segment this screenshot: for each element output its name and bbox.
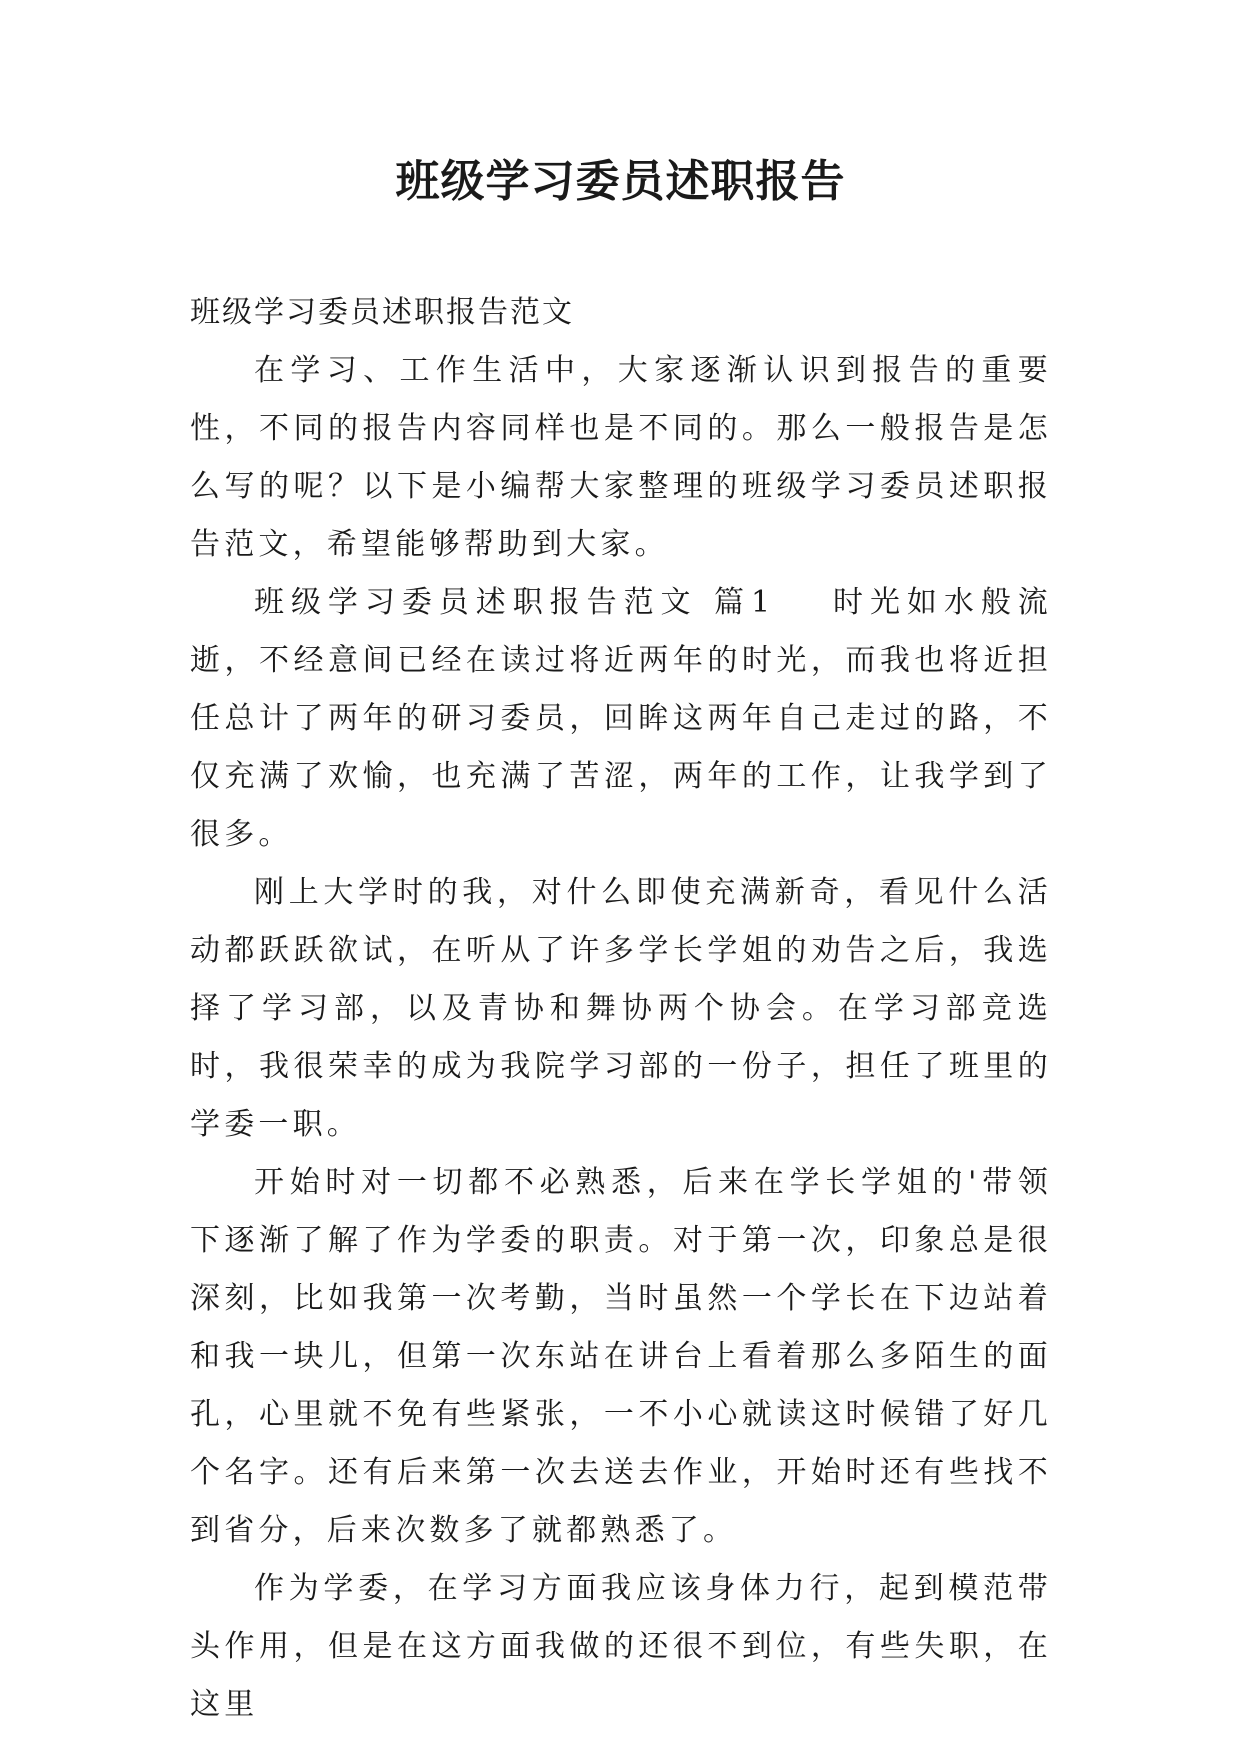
paragraph-4: 作为学委，在学习方面我应该身体力行，起到模范带头作用，但是在这方面我做的还很不到位，有些失职，在这里 — [190, 1571, 1052, 1722]
section1-paragraph — [190, 574, 1052, 864]
section1-heading: 班级学习委员述职报告范文 篇1 — [254, 585, 775, 620]
document-body — [190, 284, 1052, 1734]
document-subtitle: 班级学习委员述职报告范文 — [190, 295, 574, 330]
paragraph-3: 开始时对一切都不必熟悉，后来在学长学姐的'带领下逐渐了解了作为学委的职责。对于第一次，印象总是很深刻，比如我第一次考勤，当时虽然一个学长在下边站着和我一块儿，但第一次东站在讲台上看着那么多陌生的面孔，心里就不免有些紧张，一不小心就读这时候错了好几个名字。还有后来第一次去送去作业，开始时还有些找不到省分，后来次数多了就都熟悉了。 — [190, 1165, 1052, 1548]
section1-lead: 时光如水般流逝，不经意间已经在读过将近两年的时光，而我也将近担任总计了两年的研习委员，回眸这两年自己走过的路，不仅充满了欢愉，也充满了苦涩，两年的工作，让我学到了很多。 — [190, 585, 1053, 852]
intro-paragraph: 在学习、工作生活中，大家逐渐认识到报告的重要性，不同的报告内容同样也是不同的。那么一般报告是怎么写的呢？以下是小编帮大家整理的班级学习委员述职报告范文，希望能够帮助到大家。 — [190, 353, 1052, 562]
paragraph-2: 刚上大学时的我，对什么即使充满新奇，看见什么活动都跃跃欲试，在听从了许多学长学姐的劝告之后，我选择了学习部，以及青协和舞协两个协会。在学习部竞选时，我很荣幸的成为我院学习部的一份子，担任了班里的学委一职。 — [190, 875, 1052, 1142]
document-title: 班级学习委员述职报告 — [395, 156, 846, 207]
